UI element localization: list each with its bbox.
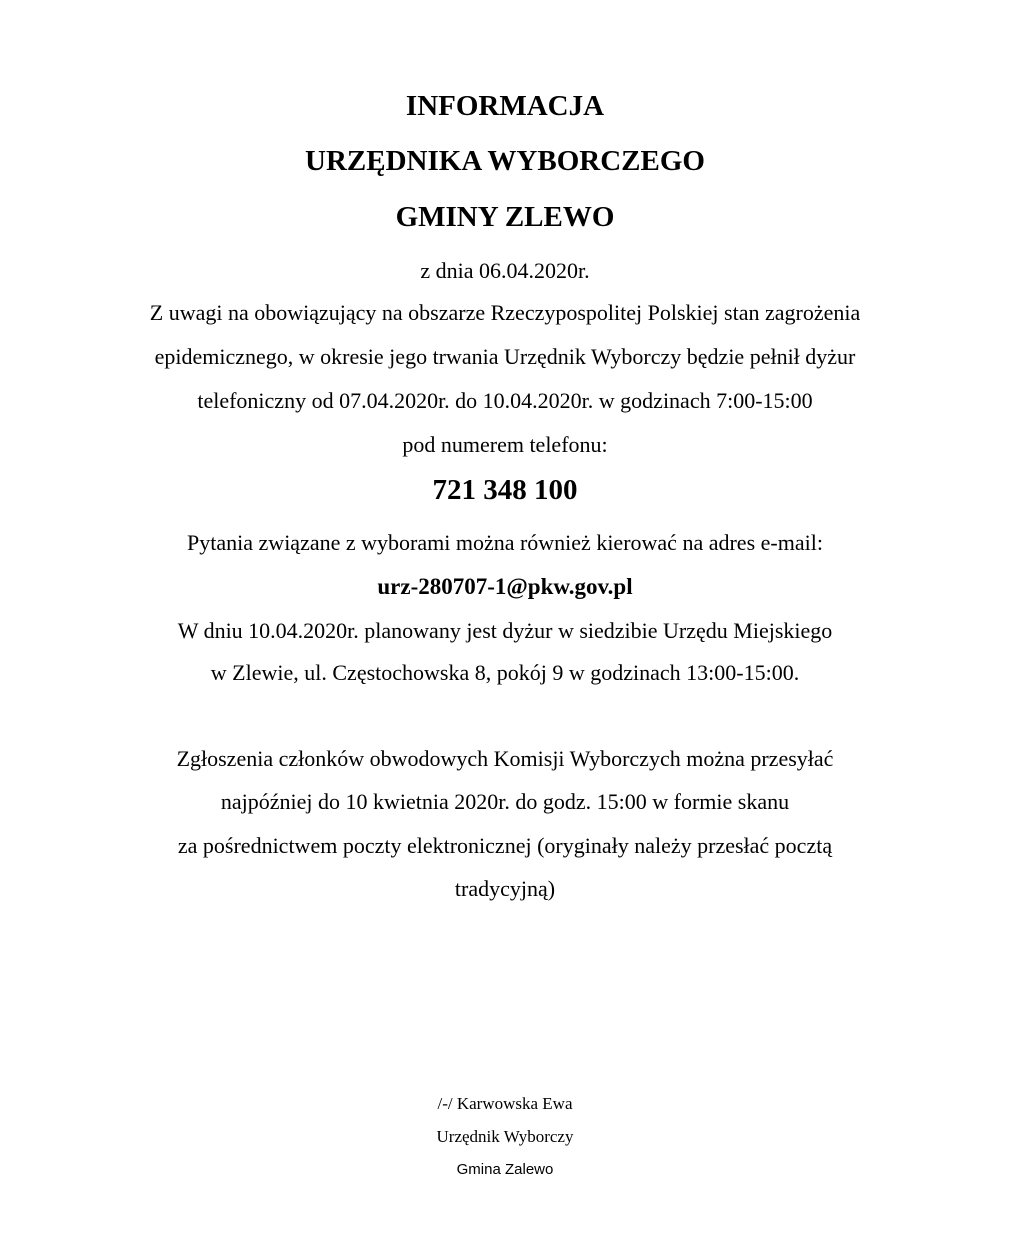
signature-name: /-/ Karwowska Ewa bbox=[437, 1094, 573, 1113]
paragraph-1-line-1: Z uwagi na obowiązujący na obszarze Rzeczypospolitej Polskiej stan zagrożenia bbox=[149, 300, 861, 325]
signature-role: Urzędnik Wyborczy bbox=[436, 1127, 574, 1146]
title-line-1: INFORMACJA bbox=[405, 90, 605, 122]
title-line-3: GMINY ZLEWO bbox=[395, 201, 615, 233]
paragraph-4-line-4: tradycyjną) bbox=[454, 876, 556, 901]
phone-number: 721 348 100 bbox=[432, 474, 578, 506]
email-address: urz-280707-1@pkw.gov.pl bbox=[377, 574, 633, 599]
title-line-2: URZĘDNIKA WYBORCZEGO bbox=[305, 145, 705, 177]
paragraph-2-line-1: Pytania związane z wyborami można również kierować na adres e-mail: bbox=[187, 530, 823, 555]
paragraph-3-line-2: w Zlewie, ul. Częstochowska 8, pokój 9 w godzinach 13:00-15:00. bbox=[210, 660, 800, 685]
signature-office: Gmina Zalewo bbox=[456, 1161, 554, 1178]
paragraph-1-line-2: epidemicznego, w okresie jego trwania Urzędnik Wyborczy będzie pełnił dyżur bbox=[154, 344, 856, 369]
paragraph-4-line-2: najpóźniej do 10 kwietnia 2020r. do godz. 15:00 w formie skanu bbox=[220, 789, 790, 814]
paragraph-3-line-1: W dniu 10.04.2020r. planowany jest dyżur w siedzibie Urzędu Miejskiego bbox=[177, 618, 833, 643]
paragraph-4-line-3: za pośrednictwem poczty elektronicznej (oryginały należy przesłać pocztą bbox=[177, 833, 833, 858]
paragraph-1-line-3: telefoniczny od 07.04.2020r. do 10.04.2020r. w godzinach 7:00-15:00 bbox=[197, 388, 813, 413]
document-date: z dnia 06.04.2020r. bbox=[420, 258, 590, 283]
paragraph-1-line-4: pod numerem telefonu: bbox=[402, 432, 608, 457]
paragraph-4-line-1: Zgłoszenia członków obwodowych Komisji Wyborczych można przesyłać bbox=[176, 746, 834, 771]
